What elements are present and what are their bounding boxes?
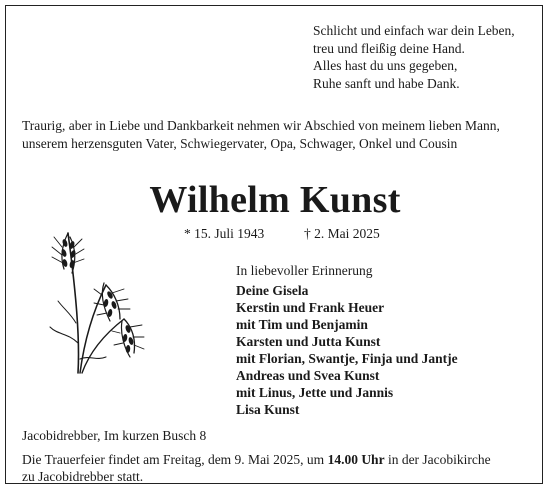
wheat-ears-icon [40, 223, 150, 383]
funeral-text-before: Die Trauerfeier findet am Freitag, dem 9. Mai 2025, um [22, 452, 328, 467]
mourner-line: Kerstin und Frank Heuer [236, 300, 385, 315]
poem-line: treu und fleißig deine Hand. [313, 40, 465, 56]
deceased-name: Wilhelm Kunst [149, 179, 401, 221]
mourners-list [236, 262, 458, 418]
mourners-lead: In liebevoller Erinnerung [236, 263, 373, 278]
funeral-line-2: zu Jacobidrebber statt. [22, 469, 144, 484]
mourner-line: mit Florian, Swantje, Finja und Jantje [236, 351, 458, 366]
intro-line: unserem herzensguten Vater, Schwiegervater, Opa, Schwager, Onkel und Cousin [22, 136, 458, 151]
funeral-time: 14.00 Uhr [327, 452, 385, 467]
poem-line: Alles hast du uns gegeben, [313, 58, 458, 73]
mourner-line: Andreas und Svea Kunst [236, 368, 380, 383]
birth-date: * 15. Juli 1943 [184, 226, 265, 241]
death-date: † 2. Mai 2025 [304, 226, 380, 241]
family-address: Jacobidrebber, Im kurzen Busch 8 [22, 428, 207, 443]
intro-line: Traurig, aber in Liebe und Dankbarkeit nehmen wir Abschied von meinem lieben Mann, [22, 118, 500, 133]
poem-line: Ruhe sanft und habe Dank. [313, 75, 460, 91]
poem-line: Schlicht und einfach war dein Leben, [313, 23, 515, 38]
funeral-info [22, 451, 491, 485]
mourner-line: mit Tim und Benjamin [236, 317, 368, 332]
funeral-text-after: in der Jacobikirche [384, 452, 491, 467]
mourner-line: Deine Gisela [236, 283, 309, 298]
intro-text [22, 117, 500, 153]
mourner-line: Karsten und Jutta Kunst [236, 334, 381, 349]
mourner-line: mit Linus, Jette und Jannis [236, 385, 394, 400]
poem-verse [313, 22, 515, 92]
mourner-line: Lisa Kunst [236, 402, 300, 417]
funeral-line-1 [22, 451, 491, 468]
